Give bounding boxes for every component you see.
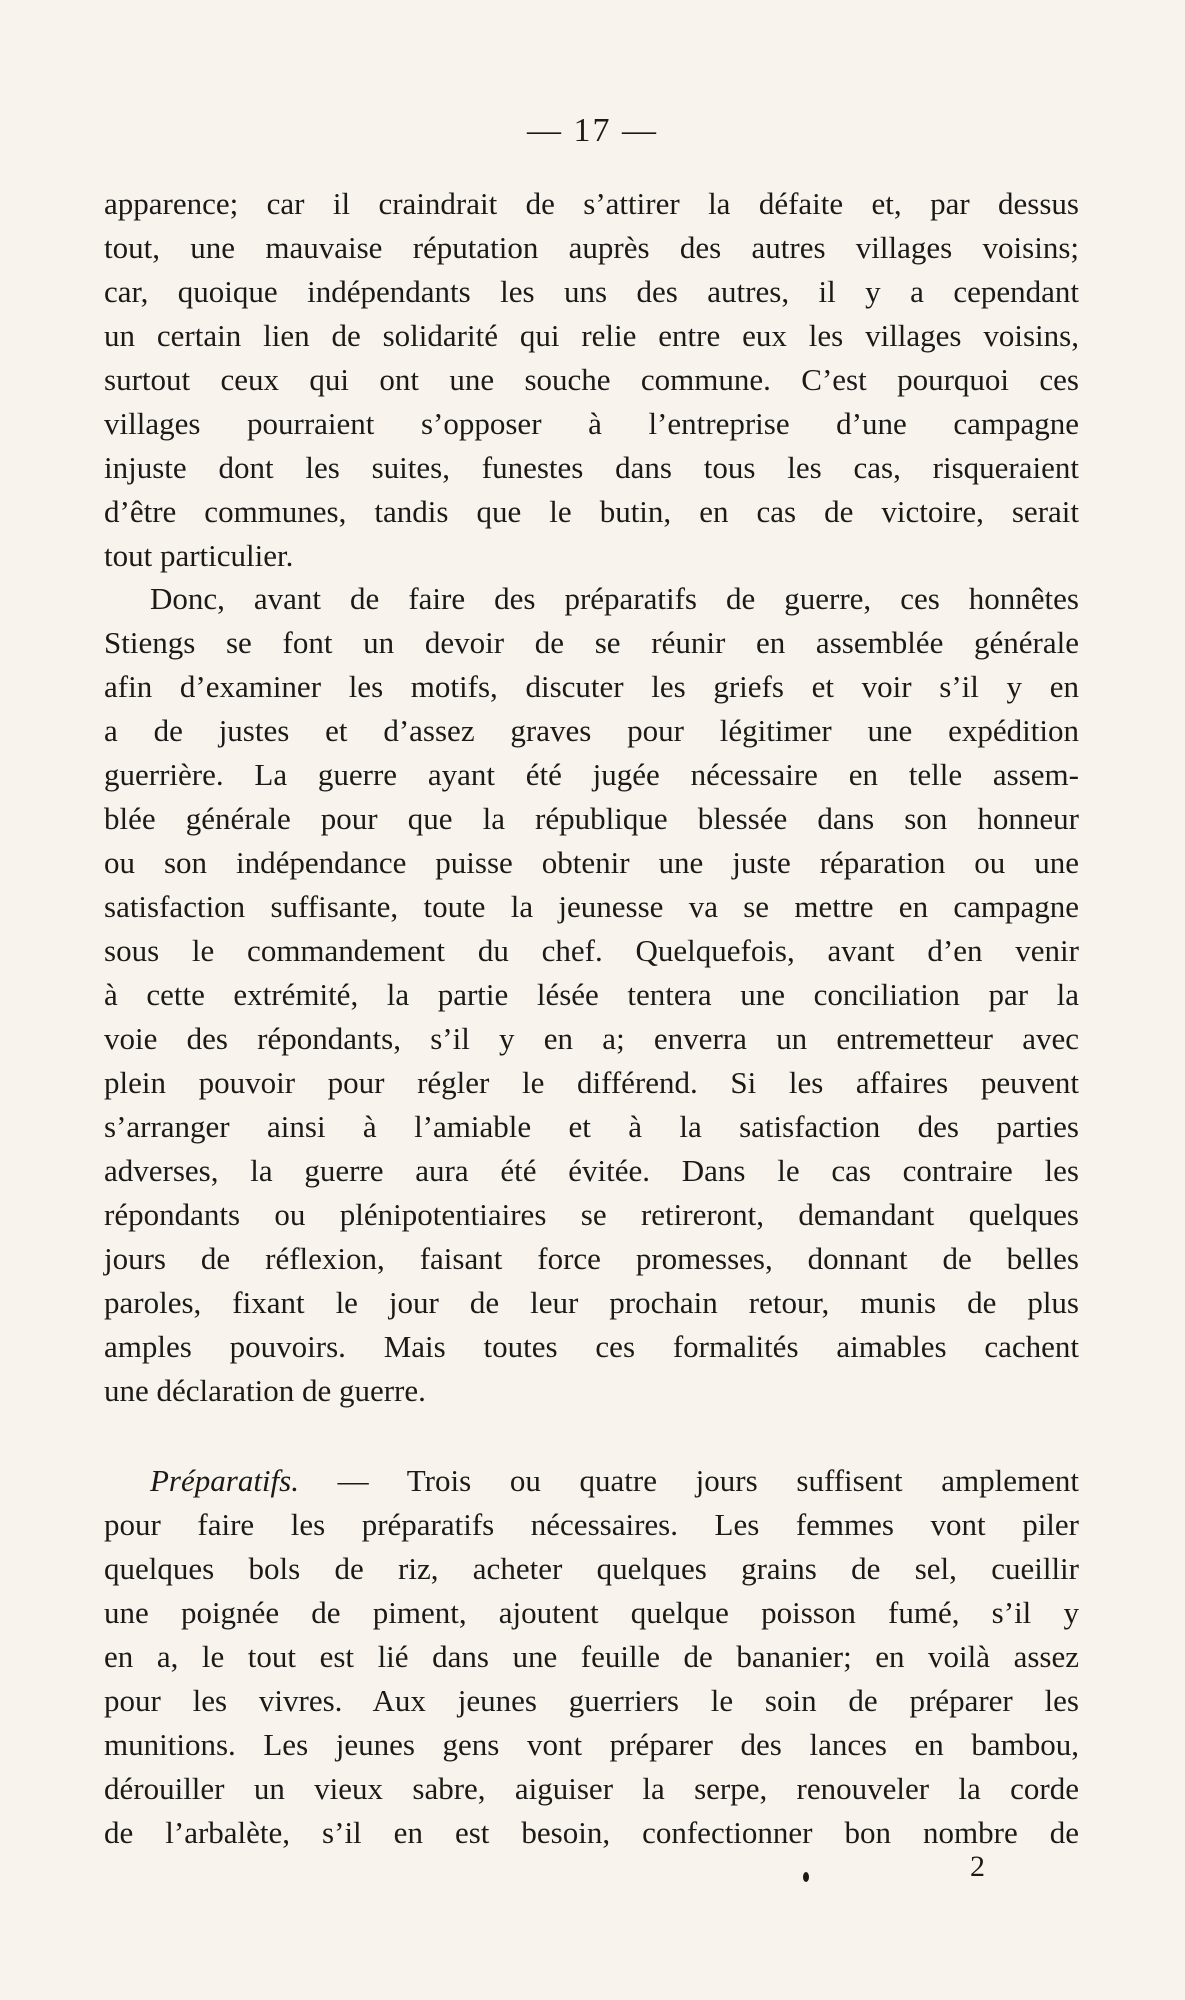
page-number: — 17 — bbox=[527, 112, 658, 149]
text-line: amples pouvoirs. Mais toutes ces formalités aimables cachent bbox=[104, 1329, 1079, 1364]
paragraph-1 bbox=[104, 182, 1079, 578]
text-line: afin d’examiner les motifs, discuter les griefs et voir s’il y en bbox=[104, 669, 1079, 704]
text-line: surtout ceux qui ont une souche commune. C’est pourquoi ces bbox=[104, 362, 1079, 397]
signature-mark: 2 bbox=[970, 1850, 985, 1883]
text-line: s’arranger ainsi à l’amiable et à la satisfaction des parties bbox=[104, 1109, 1079, 1144]
text-line: voie des répondants, s’il y en a; enverra un entremetteur avec bbox=[104, 1021, 1079, 1056]
text-line: pour les vivres. Aux jeunes guerriers le soin de préparer les bbox=[104, 1683, 1079, 1718]
text-line: paroles, fixant le jour de leur prochain retour, munis de plus bbox=[104, 1285, 1079, 1320]
text-line: pour faire les préparatifs nécessaires. Les femmes vont piler bbox=[104, 1507, 1079, 1542]
paragraph-3 bbox=[104, 1459, 1079, 1855]
text-line: à cette extrémité, la partie lésée tentera une conciliation par la bbox=[104, 977, 1079, 1012]
text-line: un certain lien de solidarité qui relie entre eux les villages voisins, bbox=[104, 318, 1079, 353]
text-line: de l’arbalète, s’il en est besoin, confectionner bon nombre de bbox=[104, 1815, 1079, 1850]
text-line: tout particulier. bbox=[104, 538, 294, 573]
text-line: adverses, la guerre aura été évitée. Dans le cas contraire les bbox=[104, 1153, 1079, 1188]
ink-spot bbox=[803, 1872, 809, 1882]
text-line: d’être communes, tandis que le butin, en cas de victoire, serait bbox=[104, 494, 1079, 529]
text-line-rest: — Trois ou quatre jours suffisent amplement bbox=[298, 1463, 1079, 1498]
text-line: apparence; car il craindrait de s’attirer la défaite et, par dessus bbox=[104, 186, 1079, 221]
text-line: tout, une mauvaise réputation auprès des autres villages voisins; bbox=[104, 230, 1079, 265]
text-line: villages pourraient s’opposer à l’entreprise d’une campagne bbox=[104, 406, 1079, 441]
section-heading: Préparatifs. bbox=[150, 1463, 299, 1498]
text-line: répondants ou plénipotentiaires se retireront, demandant quelques bbox=[104, 1197, 1079, 1232]
text-line: sous le commandement du chef. Quelquefois, avant d’en venir bbox=[104, 933, 1079, 968]
text-line: munitions. Les jeunes gens vont préparer des lances en bambou, bbox=[104, 1727, 1079, 1762]
text-line bbox=[104, 1459, 1079, 1503]
paragraph-2 bbox=[104, 577, 1079, 1413]
text-line: plein pouvoir pour régler le différend. Si les affaires peuvent bbox=[104, 1065, 1079, 1100]
text-line: jours de réflexion, faisant force promesses, donnant de belles bbox=[104, 1241, 1079, 1276]
text-line: une déclaration de guerre. bbox=[104, 1373, 426, 1408]
text-line: satisfaction suffisante, toute la jeunesse va se mettre en campagne bbox=[104, 889, 1079, 924]
text-line: Donc, avant de faire des préparatifs de guerre, ces honnêtes bbox=[150, 581, 1079, 616]
text-line: dérouiller un vieux sabre, aiguiser la serpe, renouveler la corde bbox=[104, 1771, 1079, 1806]
text-line: ou son indépendance puisse obtenir une juste réparation ou une bbox=[104, 845, 1079, 880]
text-line: injuste dont les suites, funestes dans tous les cas, risqueraient bbox=[104, 450, 1079, 485]
text-line: a de justes et d’assez graves pour légitimer une expédition bbox=[104, 713, 1079, 748]
text-line: une poignée de piment, ajoutent quelque poisson fumé, s’il y bbox=[104, 1595, 1079, 1630]
text-line: Stiengs se font un devoir de se réunir en assemblée générale bbox=[104, 625, 1079, 660]
text-line: car, quoique indépendants les uns des autres, il y a cependant bbox=[104, 274, 1079, 309]
text-line: en a, le tout est lié dans une feuille de bananier; en voilà assez bbox=[104, 1639, 1079, 1674]
text-line: guerrière. La guerre ayant été jugée nécessaire en telle assem- bbox=[104, 757, 1079, 792]
text-line: quelques bols de riz, acheter quelques grains de sel, cueillir bbox=[104, 1551, 1079, 1586]
text-line: blée générale pour que la république blessée dans son honneur bbox=[104, 801, 1079, 836]
